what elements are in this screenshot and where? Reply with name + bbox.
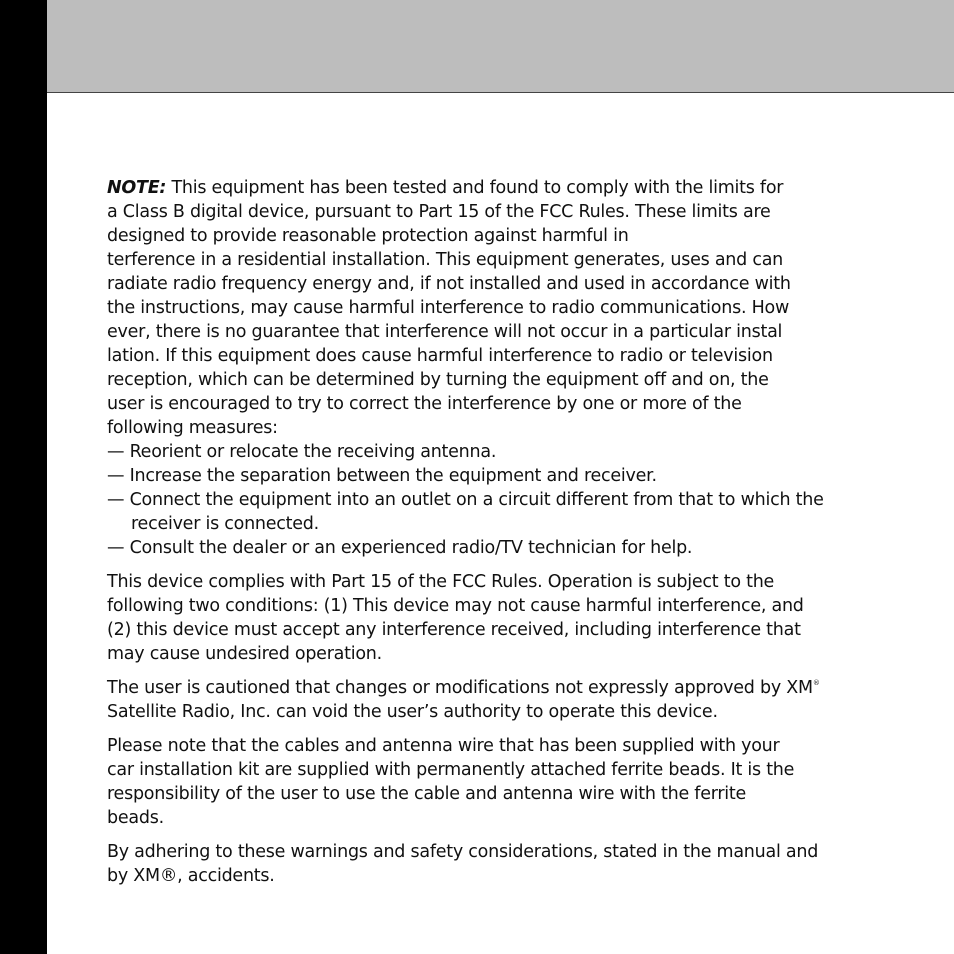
paragraph-line: responsibility of the user to use the cable and antenna wire with the ferrite — [107, 784, 747, 804]
note-label: NOTE: — [107, 178, 167, 198]
measure-item: — Reorient or relocate the receiving antenna. — [107, 442, 497, 462]
paragraph-line: may cause undesired operation. — [107, 644, 382, 664]
compliance-paragraph — [107, 570, 867, 666]
measure-item: — Consult the dealer or an experienced radio/TV technician for help. — [107, 538, 693, 558]
paragraph-gap — [107, 724, 867, 734]
paragraph-line: by XM®, accidents. — [107, 866, 275, 886]
paragraph-line: car installation kit are supplied with permanently attached ferrite beads. It is the — [107, 760, 795, 780]
paragraph-line: This device complies with Part 15 of the FCC Rules. Operation is subject to the — [107, 572, 775, 592]
note-line: terference in a residential installation. This equipment generates, uses and can — [107, 250, 784, 270]
paragraph-line: following two conditions: (1) This device may not cause harmful interference, and — [107, 596, 804, 616]
paragraph-gap — [107, 560, 867, 570]
registered-mark: ® — [812, 679, 820, 687]
note-line: following measures: — [107, 418, 278, 438]
paragraph-line: (2) this device must accept any interference received, including interference that — [107, 620, 801, 640]
note-line: This equipment has been tested and found to comply with the limits for — [166, 178, 784, 198]
fcc-notice — [107, 176, 867, 888]
paragraph-line: The user is cautioned that changes or modifications not expressly approved by XM — [107, 678, 813, 698]
paragraph-line: Please note that the cables and antenna wire that has been supplied with your — [107, 736, 780, 756]
note-line: user is encouraged to try to correct the interference by one or more of the — [107, 394, 742, 414]
caution-paragraph — [107, 676, 867, 724]
paragraph-gap — [107, 666, 867, 676]
measure-item: — Increase the separation between the equipment and receiver. — [107, 466, 657, 486]
closing-paragraph — [107, 840, 867, 888]
paragraph-line: beads. — [107, 808, 164, 828]
header-band — [47, 0, 954, 93]
caution-first-line — [107, 676, 867, 700]
note-line: a Class B digital device, pursuant to Part 15 of the FCC Rules. These limits are — [107, 202, 771, 222]
note-line: the instructions, may cause harmful interference to radio communications. How — [107, 298, 790, 318]
note-line: ever, there is no guarantee that interference will not occur in a particular instal — [107, 322, 783, 342]
paragraph-line: By adhering to these warnings and safety considerations, stated in the manual and — [107, 842, 819, 862]
note-paragraph — [107, 176, 867, 560]
note-line: designed to provide reasonable protection against harmful in — [107, 226, 629, 246]
note-line: reception, which can be determined by turning the equipment off and on, the — [107, 370, 769, 390]
measure-item-continuation: receiver is connected. — [131, 514, 319, 534]
left-edge-bar — [0, 0, 47, 954]
measure-item: — Connect the equipment into an outlet on a circuit different from that to which the — [107, 490, 824, 510]
paragraph-gap — [107, 830, 867, 840]
note-line: lation. If this equipment does cause harmful interference to radio or television — [107, 346, 773, 366]
cables-paragraph — [107, 734, 867, 830]
paragraph-line: Satellite Radio, Inc. can void the user’s authority to operate this device. — [107, 702, 718, 722]
note-line: radiate radio frequency energy and, if not installed and used in accordance with — [107, 274, 791, 294]
note-first-line — [107, 176, 867, 200]
